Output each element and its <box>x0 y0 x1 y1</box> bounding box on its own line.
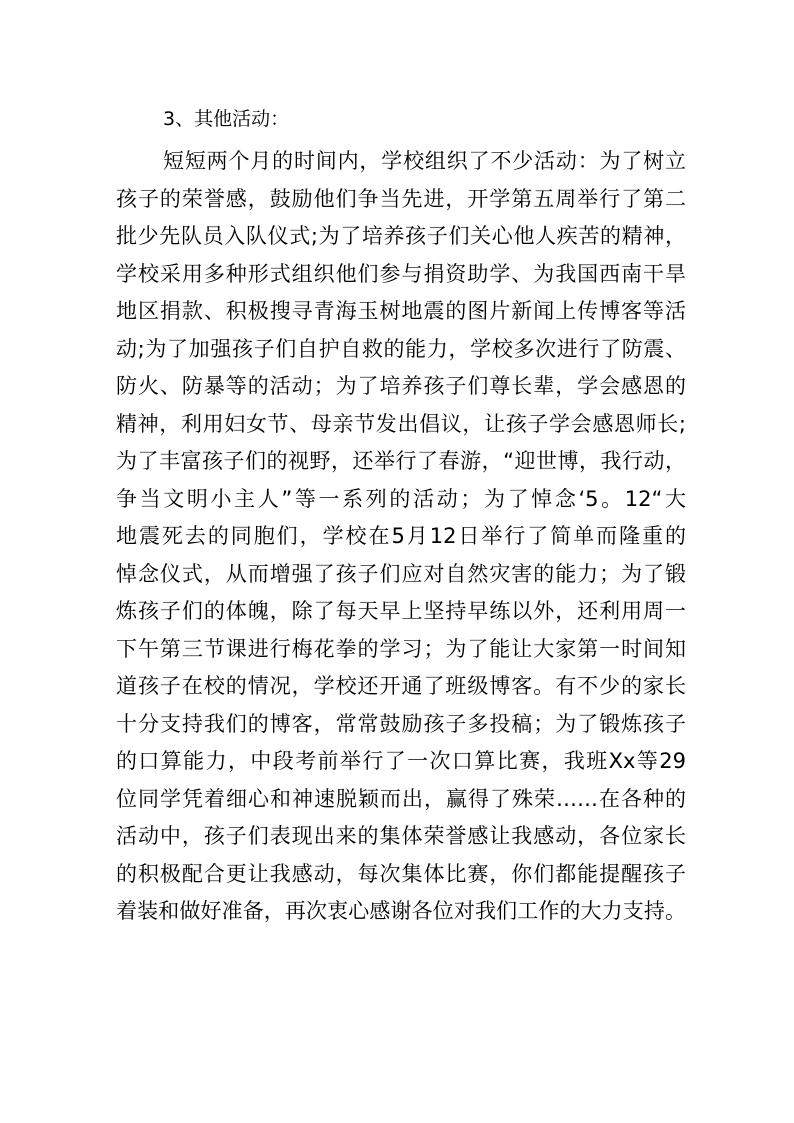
paragraph-line: 批少先队员入队仪式;为了培养孩子们关心他人疾苦的精神， <box>116 224 686 248</box>
section-heading: 3、其他活动： <box>163 108 290 130</box>
paragraph-line: 争当文明小主人”等一系列的活动；为了悼念‘5。12“大 <box>116 486 686 511</box>
paragraph-line: 十分支持我们的博客，常常鼓励孩子多投稿；为了锻炼孩子 <box>116 711 686 736</box>
paragraph-line: 地震死去的同胞们，学校在5月12日举行了简单而隆重的 <box>116 524 686 548</box>
paragraph-line: 的积极配合更让我感动，每次集体比赛，你们都能提醒孩子 <box>116 861 686 886</box>
paragraph-line: 的口算能力，中段考前举行了一次口算比赛，我班Xx等29 <box>116 749 686 773</box>
paragraph-line: 为了丰富孩子们的视野，还举行了春游，“迎世博，我行动， <box>116 449 686 473</box>
paragraph-line: 短短两个月的时间内，学校组织了不少活动：为了树立 <box>163 149 686 173</box>
paragraph-line: 孩子的荣誉感，鼓励他们争当先进，开学第五周举行了第二 <box>116 186 686 211</box>
paragraph-line: 悼念仪式，从而增强了孩子们应对自然灾害的能力；为了锻 <box>116 561 686 586</box>
paragraph-line: 下午第三节课进行梅花拳的学习；为了能让大家第一时间知 <box>116 636 686 661</box>
paragraph <box>116 143 686 931</box>
paragraph-line: 地区捐款、积极搜寻青海玉树地震的图片新闻上传博客等活 <box>116 299 686 323</box>
paragraph-line: 防火、防暴等的活动；为了培养孩子们尊长辈，学会感恩的 <box>116 374 686 398</box>
paragraph-line: 着装和做好准备，再次衷心感谢各位对我们工作的大力支持。 <box>116 899 686 923</box>
paragraph-line: 动;为了加强孩子们自护自救的能力，学校多次进行了防震、 <box>116 336 686 361</box>
paragraph-line: 学校采用多种形式组织他们参与捐资助学、为我国西南干旱 <box>116 261 686 286</box>
paragraph-line: 位同学凭着细心和神速脱颖而出，赢得了殊荣……在各种的 <box>116 786 686 811</box>
paragraph-line: 炼孩子们的体魄，除了每天早上坚持早练以外，还利用周一 <box>116 599 686 623</box>
paragraph-line: 精神，利用妇女节、母亲节发出倡议，让孩子学会感恩师长; <box>116 411 686 436</box>
paragraph-line: 活动中，孩子们表现出来的集体荣誉感让我感动，各位家长 <box>116 824 686 848</box>
paragraph-line: 道孩子在校的情况，学校还开通了班级博客。有不少的家长 <box>116 674 686 698</box>
